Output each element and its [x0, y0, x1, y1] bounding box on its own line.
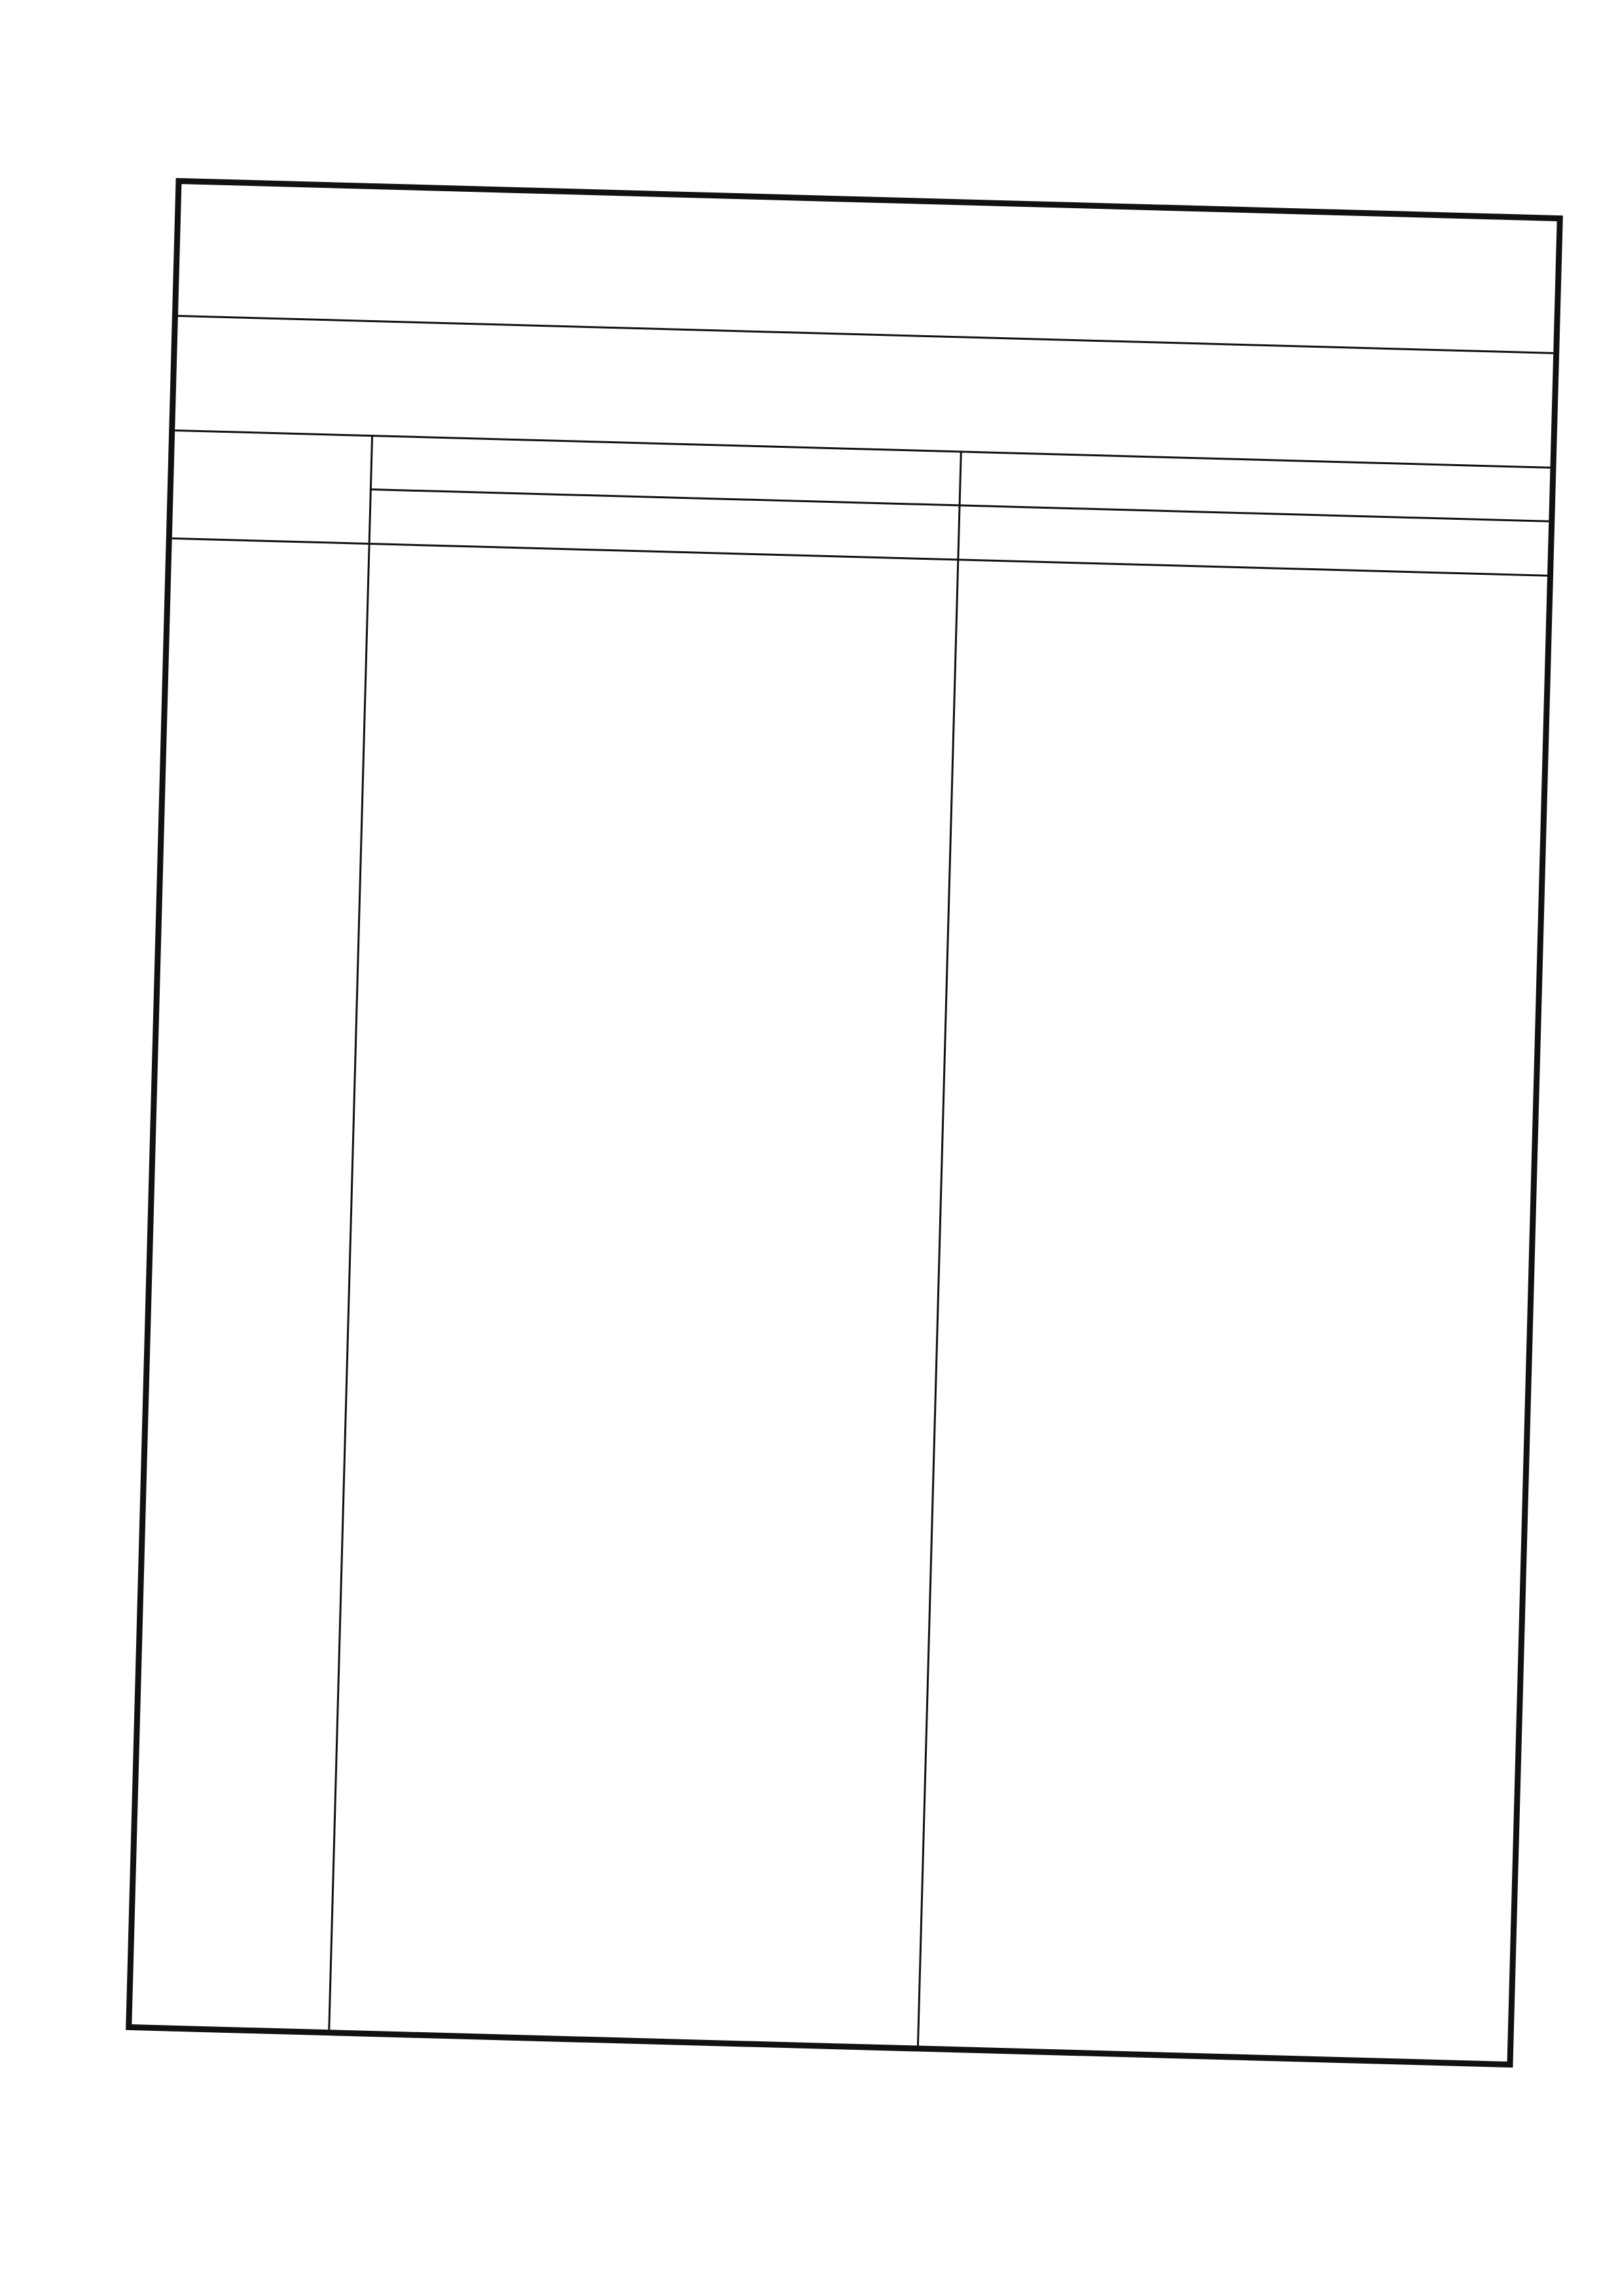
- header-change-item: [172, 429, 371, 543]
- form-subtitle: [825, 390, 903, 392]
- table-body: [132, 538, 1547, 2062]
- usage-permit-form: [126, 178, 1563, 2068]
